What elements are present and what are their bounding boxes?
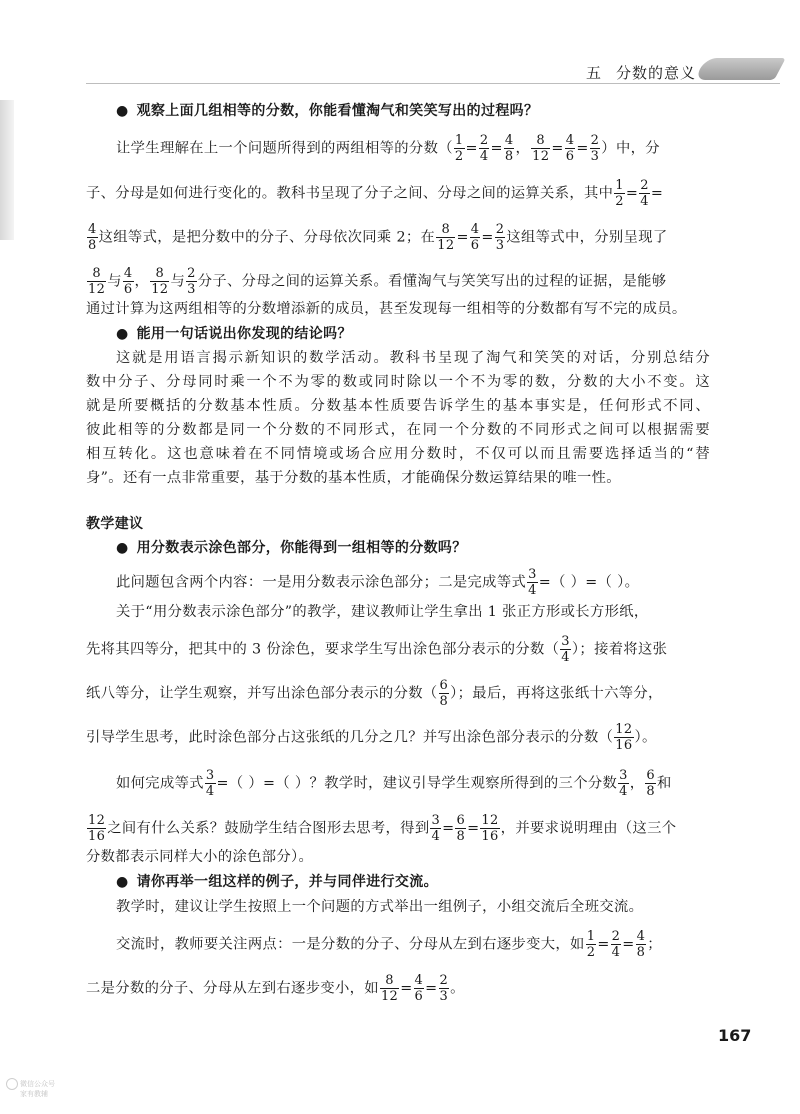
chapter-number: 五 xyxy=(586,64,603,82)
question-heading-3: ● 用分数表示涂色部分，你能得到一组相等的分数吗？ xyxy=(116,540,467,556)
question-heading-2: ● 能用一句话说出你发现的结论吗？ xyxy=(116,326,352,342)
q1-paragraph-line-1: 让学生理解在上一个问题所得到的两组相等的分数（ $\frac{1}{2}$ = $\frac{2}{4}$ = $\frac{4}{8}$ ， $\frac{8}{12}$ = $\frac{4}{6}$ = $\frac{2}{3}$ ）中，分 xyxy=(116,133,660,164)
q3-paragraph-line-6: 如何完成等式 $\frac{3}{4}$ =（ ）=（ ）？教学时，建议引导学生观察所得到的三个分数 $\frac{3}{4}$ ， $\frac{6}{8}$ 和 xyxy=(116,768,672,799)
q3-paragraph-line-1: 此问题包含两个内容：一是用分数表示涂色部分；二是完成等式 $\frac{3}{4}$ =（ ）=（ ）。 xyxy=(116,567,640,598)
header-rule xyxy=(86,83,780,84)
side-margin-bar xyxy=(0,100,14,240)
q1-paragraph-line-5: 通过计算为这两组相等的分数增添新的成员，甚至发现每一组相等的分数都有写不完的成员。 xyxy=(86,301,687,317)
q3-paragraph-line-7: $\frac{12}{16}$ 之间有什么关系？鼓励学生结合图形去思考，得到 $\frac{3}{4}$ = $\frac{6}{8}$ = $\frac{12}{16}$ ，并要求说明理由（这三个 xyxy=(88,813,677,844)
header-tab-decoration xyxy=(694,58,786,80)
chapter-title: 分数的意义 xyxy=(616,64,697,82)
q2-paragraph-line-3: 就是所要概括的分数基本性质。分数基本性质要告诉学生的基本事实是，任何形式不同、 xyxy=(86,398,710,414)
wechat-icon xyxy=(6,1078,18,1090)
q3-paragraph-line-4: 纸八等分，让学生观察，并写出涂色部分表示的分数（ $\frac{6}{8}$ ）；最后，再将这张纸十六等分， xyxy=(86,678,663,709)
question-heading-1: ● 观察上面几组相等的分数，你能看懂淘气和笑笑写出的过程吗？ xyxy=(116,103,539,119)
q4-paragraph-line-3: 二是分数的分子、分母从左到右逐步变小，如 $\frac{8}{12}$ = $\frac{4}{6}$ = $\frac{2}{3}$ 。 xyxy=(86,973,465,1004)
section-heading: 教学建议 xyxy=(86,516,144,532)
chapter-header xyxy=(586,62,696,83)
q2-paragraph-line-6: 身”。还有一点非常重要，基于分数的基本性质，才能确保分数运算结果的唯一性。 xyxy=(86,470,621,486)
q4-paragraph-line-1: 教学时，建议让学生按照上一个问题的方式举出一组例子，小组交流后全班交流。 xyxy=(116,899,644,915)
q1-paragraph-line-2: 子、分母是如何进行变化的。教科书呈现了分子之间、分母之间的运算关系，其中 $\frac{1}{2}$ = $\frac{2}{4}$ = xyxy=(86,178,664,209)
q3-paragraph-line-8: 分数都表示同样大小的涂色部分）。 xyxy=(86,849,314,865)
q2-paragraph-line-4: 彼此相等的分数都是同一个分数的不同形式，在同一个分数的不同形式之间可以根据需要 xyxy=(86,422,710,438)
q1-paragraph-line-3: $\frac{4}{8}$ 这组等式，是把分数中的分子、分母依次同乘 2；在 $\frac{8}{12}$ = $\frac{4}{6}$ = $\frac{2}{3}$ 这组等式中，分别呈现了 xyxy=(88,222,668,253)
q2-paragraph-line-2: 数中分子、分母同时乘一个不为零的数或同时除以一个不为零的数，分数的大小不变。这 xyxy=(86,374,710,390)
watermark: 微信公众号 家有教辅 xyxy=(6,1078,66,1099)
page-number: 167 xyxy=(718,1026,752,1045)
question-heading-4: ● 请你再举一组这样的例子，并与同伴进行交流。 xyxy=(116,874,438,890)
q3-paragraph-line-2: 关于“用分数表示涂色部分”的教学，建议教师让学生拿出 1 张正方形或长方形纸， xyxy=(116,604,649,620)
q3-paragraph-line-3: 先将其四等分，把其中的 3 份涂色，要求学生写出涂色部分表示的分数（ $\frac{3}{4}$ ）；接着将这张 xyxy=(86,634,668,665)
q2-paragraph-line-1: 这就是用语言揭示新知识的数学活动。教科书呈现了淘气和笑笑的对话，分别总结分 xyxy=(116,350,710,366)
q2-paragraph-line-5: 相互转化。这也意味着在不同情境或场合应用分数时，不仅可以而且需要选择适当的“替 xyxy=(86,446,710,462)
q3-paragraph-line-5: 引导学生思考，此时涂色部分占这张纸的几分之几？并写出涂色部分表示的分数（ $\frac{12}{16}$ ）。 xyxy=(86,722,657,753)
q1-paragraph-line-4: $\frac{8}{12}$ 与 $\frac{4}{6}$ ， $\frac{8}{12}$ 与 $\frac{2}{3}$ 分子、分母之间的运算关系。看懂淘气与笑笑写出的过程的证据，是能够 xyxy=(88,266,667,297)
q4-paragraph-line-2: 交流时，教师要关注两点：一是分数的分子、分母从左到右逐步变大，如 $\frac{1}{2}$ = $\frac{2}{4}$ = $\frac{4}{8}$ ； xyxy=(116,929,662,960)
